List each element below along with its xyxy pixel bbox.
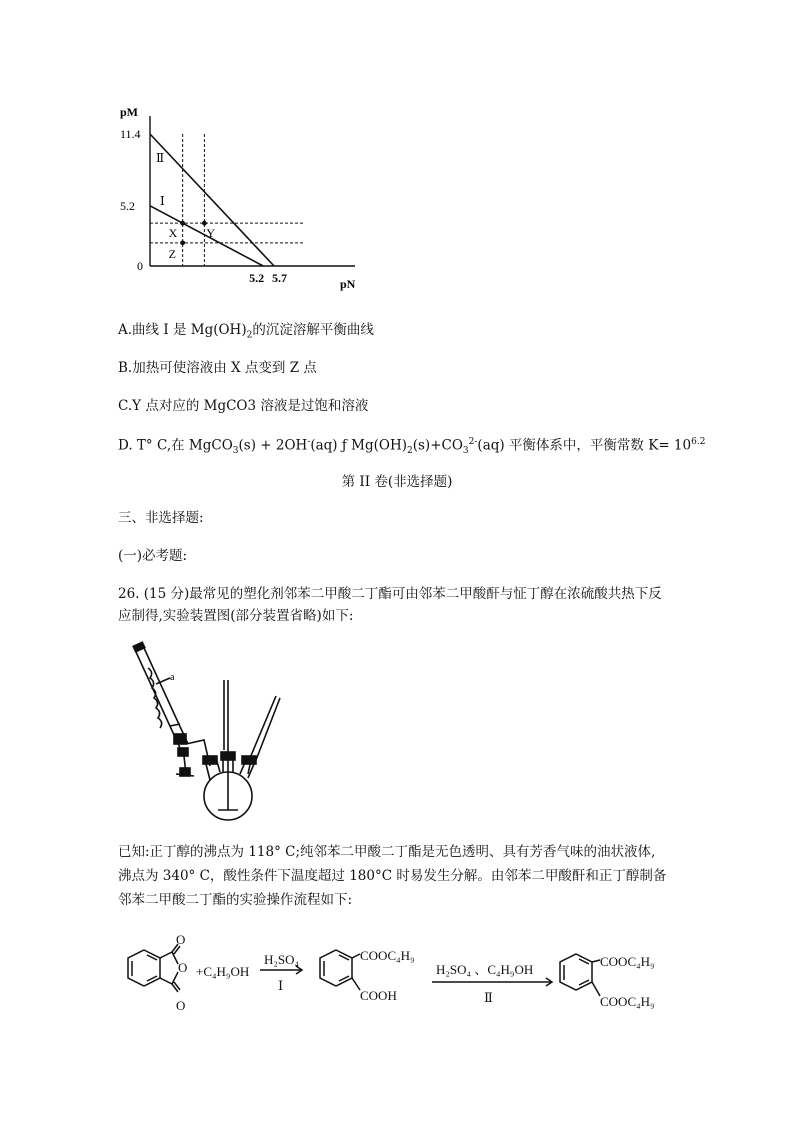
mono-ester-top: COOC₄H₉ xyxy=(360,948,415,963)
required-heading: (一)必考题: xyxy=(118,548,188,564)
arrow2-reagent: H₂SO₄ 、C₄H₉OH xyxy=(436,962,534,977)
ksp-chart xyxy=(110,104,360,294)
point-label-z: Z xyxy=(168,246,176,261)
anhydride-o-ring: O xyxy=(178,960,188,975)
y-tick-label: 11.4 xyxy=(120,127,141,141)
known-line1: 已知:正丁醇的沸点为 118° C;纯邻苯二甲酸二丁酯是无色透明、具有芳香气味的油状液体, xyxy=(118,844,656,860)
y-tick-label: 5.2 xyxy=(120,198,135,213)
option-d: D. T° C,在 MgCO$_3$(s) + 2OH-(aq) ƒ $Mg(OH)_2(s)+CO_3^{2-}(aq)$ 平衡体系中，平衡常数 $K= 10^{6.2}$ xyxy=(118,437,706,457)
known-line3: 邻苯二甲酸二丁酯的实验操作流程如下: xyxy=(118,892,353,908)
condenser-label-a: a xyxy=(170,672,175,683)
point-label-y: Y xyxy=(206,226,216,241)
known-line2: 沸点为 340° C，酸性条件下温度超过 180°C 时易发生分解。由邻苯二甲酸酐和正丁醇制备 xyxy=(118,868,667,884)
arrow1-step: Ⅰ xyxy=(278,978,284,993)
q26-line2: 应制得,实验装置图(部分装置省略)如下: xyxy=(118,608,354,624)
series-label-1: Ⅱ xyxy=(156,151,165,165)
point-z xyxy=(180,240,185,245)
point-y xyxy=(202,221,207,226)
mono-ester-bottom: COOH xyxy=(360,988,397,1003)
x-tick-label: 5.2 xyxy=(249,271,265,285)
section-title: 第 II 卷(非选择题) xyxy=(341,474,453,490)
y-axis-label: pM xyxy=(120,105,138,119)
option-a: A.曲线 I 是 $Mg(OH)_2$的沉淀溶解平衡曲线 xyxy=(118,322,374,341)
di-ester-bottom: COOC₄H₉ xyxy=(600,994,655,1009)
arrow2-step: Ⅱ xyxy=(484,990,493,1005)
apparatus-diagram xyxy=(130,640,290,822)
anhydride-o-bottom: O xyxy=(176,998,186,1013)
anhydride-o-top: O xyxy=(176,932,186,947)
section-three-heading: 三、非选择题: xyxy=(118,510,204,526)
point-x xyxy=(180,221,185,226)
x-tick-label: 5.7 xyxy=(272,271,288,285)
option-c: C.Y 点对应的 MgCO3 溶液是过饱和溶液 xyxy=(118,398,369,414)
arrow1-reagent: H₂SO₄ xyxy=(264,952,300,967)
y-tick-label: 0 xyxy=(137,259,143,273)
x-axis-label: pN xyxy=(340,277,356,291)
plus-butanol: +C₄H₉OH xyxy=(196,964,250,979)
q26-line1: 26. (15 分)最常见的塑化剂邻苯二甲酸二丁酯可由邻苯二甲酸酐与怔丁醇在浓硫酸共热下反 xyxy=(118,586,662,602)
di-ester-top: COOC₄H₉ xyxy=(600,954,655,969)
option-b: B.加热可使溶液由 X 点变到 Z 点 xyxy=(118,360,317,376)
point-label-x: X xyxy=(168,226,178,241)
reaction-scheme xyxy=(120,930,700,1020)
series-label-2: Ⅰ xyxy=(160,193,165,208)
